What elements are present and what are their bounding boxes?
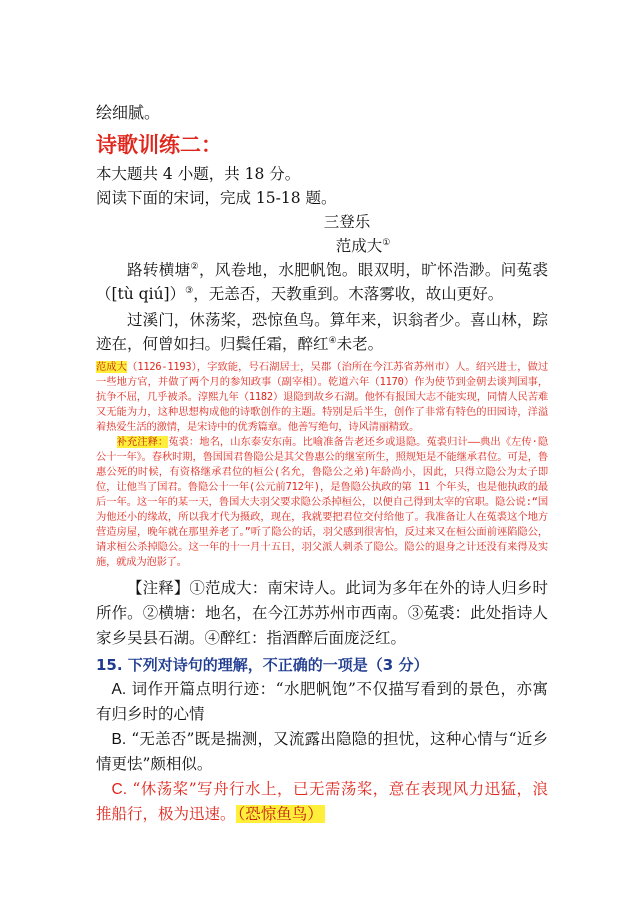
- footnote-mark-3: ③: [185, 285, 194, 296]
- author-bio: [96, 360, 548, 435]
- option-c-label: C.: [111, 781, 127, 798]
- annotations-text: ①范成大：南宋诗人。此词为多年在外的诗人归乡时所作。②横塘：地名，在今江苏苏州市西南。③菟裘：此处指诗人家乡吴县石湖。④醉红：指酒醉后面庞泛红。: [96, 579, 548, 647]
- poem-stanza-2: [96, 308, 548, 356]
- option-c: [96, 777, 548, 827]
- option-b-label: B.: [111, 731, 127, 748]
- footnote-mark-4: ④: [328, 335, 337, 346]
- section-heading: 诗歌训练二：: [96, 133, 222, 157]
- supplement-label-highlight: 补充注释：: [116, 436, 169, 448]
- option-a-label: A.: [111, 681, 127, 698]
- poem-stanza-1: [96, 258, 548, 306]
- option-a-text: 词作开篇点明行迹：“水肥帆饱”不仅描写看到的景色，亦寓有归乡时的心情: [96, 680, 548, 723]
- intro-line-2: 阅读下面的宋词，完成 15-18 题。: [96, 189, 337, 207]
- option-b: [96, 727, 548, 777]
- bio-name-highlight: 范成大: [96, 361, 128, 373]
- stanza-2-part-b: 未老。: [336, 335, 384, 353]
- option-c-text: “休荡桨”写舟行水上，已无需荡桨，意在表现风力迅猛，浪推船行，极为迅速。: [96, 780, 548, 823]
- author-name: 范成大: [335, 237, 383, 255]
- stanza-1-part-c: ，无恙否，天教重到。木落雾收，故山更好。: [193, 285, 504, 303]
- annotations-label: 【注释】: [127, 579, 190, 597]
- stanza-1-part-b: ，风卷地，水肥帆饱。眼双明，旷怀浩渺。问菟裘（[tù qiú]）: [96, 261, 548, 303]
- document-page: [96, 100, 548, 827]
- supplement-text: 菟裘：地名，山东泰安东南。比喻准备告老还乡或退隐。菟裘归计——典出《左传·隐公十一年》。春秋时期，鲁国国君鲁隐公是其父鲁惠公的继室所生，照规矩是不能继承君位。可是，鲁惠公死的时候，有资格继承君位的桓公(名允，鲁隐公之弟)年龄尚小，因此，只得立隐公为太子即位，让他当了国君。鲁隐公十一年(公元前712年)，是鲁隐公执政的第 11 个年头，也是他执政的最后一年。这一年的某一天，鲁国大夫羽父要求隐公杀掉桓公，以便自己得到太宰的官职。隐公说:“国为他还小的缘故，所以我才代为摄政，现在，我就要把君位交付给他了。我准备让人在菟裘这个地方营造房屋，晚年就在那里养老了。”听了隐公的话，羽父感到很害怕，反过来又在桓公面前诬陷隐公，请求桓公杀掉隐公。这一年的十一月十五日，羽父派人刺杀了隐公。隐公的退身之计还没有来得及实施，就成为泡影了。: [96, 436, 549, 568]
- intro-line-1: 本大题共 4 小题，共 18 分。: [96, 165, 301, 183]
- option-a: [96, 677, 548, 727]
- question-15-title: 15. 下列对诗句的理解，不正确的一项是（3 分）: [96, 656, 429, 674]
- footnote-mark-2: ②: [190, 261, 199, 272]
- supplementary-note: [96, 435, 548, 570]
- poem-title: 三登乐: [323, 213, 371, 231]
- annotations: [96, 576, 548, 651]
- bio-text: （1126-1193），字致能，号石湖居士，吴郡（治所在今江苏省苏州市）人。绍兴进士，做过一些地方官，并做了两个月的参知政事（副宰相）。乾道六年（1170）作为使节到金朝去谈判国事，抗争不屈，几乎被杀。淳熙九年（1182）退隐到故乡石湖。他怀有报国大志不能实现，同情人民苦难又无能为力，这种思想构成他的诗歌创作的主题。特别是后半生，创作了非常有特色的田园诗，洋溢着热爱生活的激情，是宋诗中的优秀篇章。他善写绝句，诗风清丽精致。: [96, 361, 548, 433]
- option-b-text: “无恙否”既是揣测，又流露出隐隐的担忧，这种心情与“近乡情更怯”颇相似。: [96, 730, 548, 773]
- previous-text-tail: 绘细腻。: [96, 103, 161, 122]
- option-c-annotation: （恐惊鱼鸟）: [237, 805, 323, 823]
- footnote-mark-1: ①: [382, 237, 391, 248]
- stanza-2-part-a: 过溪门，休荡桨，恐惊鱼鸟。算年来，识翁者少。喜山林，踪迹在，何曾如扫。归鬓任霜，醉红: [96, 311, 548, 353]
- poem-body: [96, 258, 548, 356]
- poem-author: [178, 234, 548, 258]
- stanza-1-part-a: 路转横塘: [127, 261, 191, 279]
